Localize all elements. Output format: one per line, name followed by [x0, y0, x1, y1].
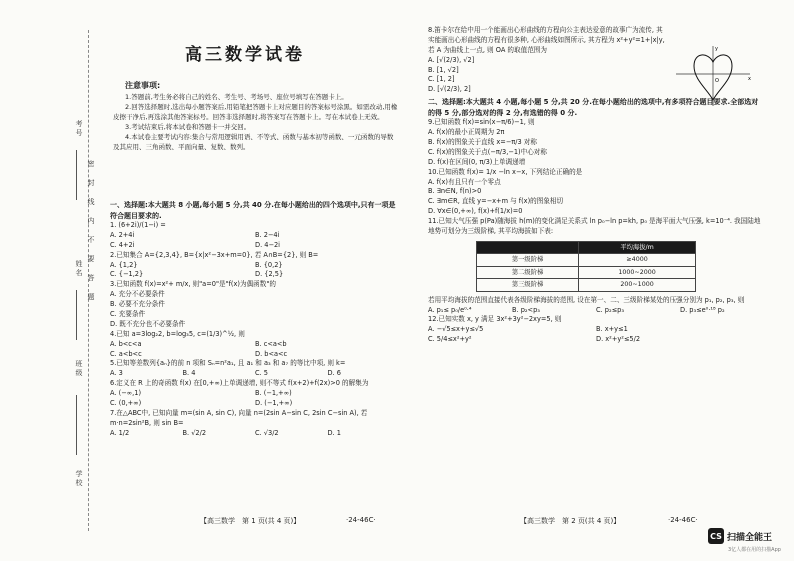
question-option: A. (−∞,1) — [110, 389, 142, 398]
table-header-cell — [477, 241, 579, 253]
q8-option: C. [1, 2] — [428, 75, 455, 84]
seal-char: 密 — [87, 160, 95, 179]
left-page-footer: 【高三数学 第 1 页(共 4 页)】 — [200, 517, 301, 525]
binding-label-school: 学校 — [75, 470, 83, 488]
question-item — [110, 330, 400, 360]
q9-option: A. f(x)的最小正周期为 2π — [428, 128, 505, 137]
exam-title: 高三数学试卷 — [185, 45, 305, 65]
seal-char: 要 — [87, 255, 95, 274]
question-options — [110, 340, 400, 360]
question-option: B. 必要不充分条件 — [110, 300, 165, 309]
question-option: A. {1,2} — [110, 260, 138, 269]
question-option: B. 2−4i — [255, 230, 280, 239]
question-stem: 1. (6+2i)/(1−i) = — [110, 221, 166, 229]
q11-option: B. p₂<p₃ — [512, 305, 540, 314]
question-option: D. 1 — [327, 428, 341, 437]
q10-stem: 10.已知函数 f(x)= 1/x −ln x−x, 下列结论正确的是 — [428, 167, 583, 176]
question-stem: 2.已知集合 A={2,3,4}, B={x|x²−3x+m=0}, 若 A∩B={2}, 则 B= — [110, 250, 319, 259]
question-options — [110, 290, 400, 330]
seal-char: 题 — [87, 293, 95, 312]
question-option: D. (−1,+∞) — [255, 399, 293, 408]
seal-char: 内 — [87, 217, 95, 236]
table-cell: ≥4000 — [579, 254, 696, 266]
question-item — [110, 221, 400, 251]
question-option: B. (−1,+∞) — [255, 389, 292, 398]
question-options — [110, 369, 400, 379]
question-option: C. (0,+∞) — [110, 399, 142, 408]
question-stem: 7.在△ABC中, 已知向量 m=(sin A, sin C), 向量 n=(2sin A−sin C, 2sin C−sin A), 若 m·n=2sin²B, 则 sin B= — [110, 408, 368, 427]
question-option: A. b<c<a — [110, 339, 142, 348]
question-option: C. √3/2 — [255, 428, 279, 437]
question-option: A. 2+4i — [110, 230, 135, 239]
question-option: B. √2/2 — [182, 428, 207, 437]
q8-stem: 8.笛卡尔在给中用一个能画出心形曲线的方程向公主表达爱意的故事广为流传, 其实能画出心形曲线的方程有很多种, 心形曲线如图所示, 其方程为 x²+y²=1+|x|y, 若 A 为曲线上一点, 则 OA 的取值范围为 — [428, 26, 665, 54]
table-header-row — [477, 241, 696, 253]
table-row — [477, 266, 696, 278]
question-option: A. 1/2 — [110, 428, 130, 437]
q11-stem: 11.已知大气压强 p(Pa)随海拔 h(m)的变化满足关系式 ln p₀−ln p=kh, p₀ 是海平面大气压强, k=10⁻⁴. 我国陆地地势可划分为三级阶梯, 其平均海拔如下表: — [428, 217, 761, 236]
seal-char: 答 — [87, 274, 95, 293]
seal-warning — [86, 160, 96, 312]
q11-option: C. p₂≤p₃ — [596, 305, 624, 314]
table-cell: 第二级阶梯 — [477, 266, 579, 278]
heart-curve-figure — [672, 44, 754, 108]
left-questions — [110, 200, 400, 439]
scanner-name: 扫描全能王 — [727, 532, 773, 543]
kaohao-line — [76, 150, 77, 200]
seal-char: 封 — [87, 179, 95, 198]
binding-label-kaohao: 考号 — [75, 120, 83, 138]
question-option: A. 充分不必要条件 — [110, 290, 165, 299]
seal-char: 不 — [87, 236, 95, 255]
q9-option: C. f(x)的图象关于点(−π/3,−1)中心对称 — [428, 147, 547, 156]
y-label: y — [715, 46, 718, 52]
q12-option: B. x+y≤1 — [596, 325, 628, 334]
table-cell: 200~1000 — [579, 279, 696, 291]
q8-option: A. [√(2/3), √2] — [428, 55, 475, 64]
note-item: 3.考试结束后,将本试卷和答题卡一并交回。 — [125, 123, 251, 132]
question-list — [110, 221, 400, 439]
q9-stem: 9.已知函数 f(x)=sin(x−π/6)−1, 则 — [428, 118, 535, 127]
question-stem: 4.已知 a=3log₂2, b=log₃5, c=(1/3)^½, 则 — [110, 329, 245, 338]
question-option: D. {2,5} — [255, 270, 284, 279]
table-cell: 第三级阶梯 — [477, 279, 579, 291]
binding-label-class: 班级 — [75, 360, 83, 378]
q12-option: D. x²+y²≤5/2 — [596, 335, 641, 344]
question-option: C. 5 — [255, 369, 268, 378]
notes-heading: 注意事项: — [125, 81, 161, 90]
q9-option: B. f(x)的图象关于直线 x=−π/3 对称 — [428, 138, 537, 147]
left-page-code: ·24-46C· — [346, 516, 376, 524]
q8-option: B. [1, √2] — [428, 65, 459, 74]
section-2-heading: 二、选择题:本大题共 4 小题,每小题 5 分,共 20 分.在每小题给出的选项中,有多项符合题目要求.全部选对的得 5 分,部分选对的得 2 分,有选错的得 0 分. — [428, 98, 759, 117]
question-options — [110, 429, 400, 439]
table-row — [477, 254, 696, 266]
question-option: C. {−1,2} — [110, 270, 144, 279]
name-line — [76, 290, 77, 340]
class-line — [76, 395, 77, 455]
question-option: A. 3 — [110, 369, 123, 378]
right-page-footer: 【高三数学 第 2 页(共 4 页)】 — [520, 517, 621, 525]
q10-option: C. ∃m∈R, 直线 y=−x+m 与 f(x)的图象相切 — [428, 197, 564, 206]
q12-option: A. −√5≤x+y≤√5 — [428, 325, 484, 334]
binding-label-name: 姓名 — [75, 260, 83, 278]
q10-option: B. ∃n∈N, f(n)>0 — [428, 187, 482, 196]
question-option: D. 既不充分也不必要条件 — [110, 319, 186, 328]
question-option: C. a<b<c — [110, 349, 142, 358]
scanner-badge — [708, 528, 772, 544]
note-item: 2.回答选择题时,选出每小题答案后,用铅笔把答题卡上对应题目的答案标号涂黑。如需改动,用橡皮擦干净后,再选涂其他答案标号。回答非选择题时,将答案写在答题卡上。写在本试卷上无效。 — [113, 103, 398, 122]
question-item — [110, 280, 400, 329]
q11-option: A. p₁≤ p₀/e⁰·⁴ — [428, 305, 472, 314]
x-label: x — [748, 76, 751, 82]
seal-char: 线 — [87, 198, 95, 217]
question-item — [110, 409, 400, 439]
question-option: D. 4−2i — [255, 240, 281, 249]
origin-label: O — [715, 78, 719, 84]
question-stem: 3.已知函数 f(x)=x²+ m/x, 则"a=0"是"f(x)为偶函数"的 — [110, 280, 276, 289]
altitude-table — [476, 241, 696, 292]
table-row — [477, 279, 696, 291]
table-header-cell: 平均海拔/m — [579, 241, 696, 253]
q8-option: D. [√(2/3), 2] — [428, 85, 471, 94]
q12-options — [428, 325, 764, 345]
question-option: B. {0,2} — [255, 260, 283, 269]
question-option: B. c<a<b — [255, 339, 287, 348]
notes-block — [113, 92, 399, 152]
table-cell: 1000~2000 — [579, 266, 696, 278]
scanner-tagline: 3亿人都在用的扫描App — [728, 547, 781, 553]
binding-margin — [0, 0, 96, 561]
question-item — [110, 379, 400, 409]
question-stem: 6.定义在 R 上的奇函数 f(x) 在[0,+∞)上单调递增, 则不等式 f(x+2)+f(2x)>0 的解集为 — [110, 379, 369, 388]
question-option: D. 6 — [327, 369, 341, 378]
q12-stem: 12.已知实数 x, y 满足 3x²+3y²−2xy=5, 则 — [428, 315, 562, 324]
q10-option: D. ∀x∈(0,+∞), f(x)+f(1/x)=0 — [428, 207, 523, 216]
question-option: D. b<a<c — [255, 349, 288, 358]
q11-option: D. p₃≤e⁰·¹⁸ p₂ — [680, 305, 725, 314]
right-page-code: ·24-46C· — [668, 516, 698, 524]
section-1-heading: 一、选择题:本大题共 8 小题,每小题 5 分,共 40 分.在每小题给出的四个选项中,只有一项是符合题目要求的. — [110, 201, 396, 220]
q11-options — [428, 306, 764, 316]
question-option: C. 充要条件 — [110, 310, 146, 319]
question-option: B. 4 — [182, 369, 196, 378]
q10-option: A. f(x)有且只有一个零点 — [428, 177, 501, 186]
question-options — [110, 389, 400, 409]
note-item: 4.本试卷主要考试内容:集合与常用逻辑用语、不等式、函数与基本初等函数、一元函数的导数及其应用、三角函数、平面向量、复数、数列。 — [113, 133, 394, 152]
question-item — [110, 251, 400, 281]
question-options — [110, 261, 400, 281]
scanner-logo: CS — [708, 528, 724, 544]
question-stem: 5.已知等差数列{aₙ}的前 n 项和 Sₙ=n²a₁, 且 a₁ 和 a₃ 和 a₇ 的等比中项, 则 k= — [110, 359, 346, 368]
question-options — [110, 231, 400, 251]
table-cell: 第一级阶梯 — [477, 254, 579, 266]
q9-option: D. f(x)在区间(0, π/3)上单调递增 — [428, 157, 526, 166]
note-item: 1.答题前,考生务必将自己的姓名、考生号、考场号、座位号填写在答题卡上。 — [125, 93, 348, 101]
question-option: C. 4+2i — [110, 240, 135, 249]
q11-tail: 若用平均海拔的范围直接代表各级阶梯海拔的范围, 设在第一、二、三级阶梯某处的压强分别为 p₁, p₂, p₃, 则 — [428, 295, 745, 304]
question-item — [110, 359, 400, 379]
q12-option: C. 5/4≤x²+y² — [428, 335, 472, 344]
